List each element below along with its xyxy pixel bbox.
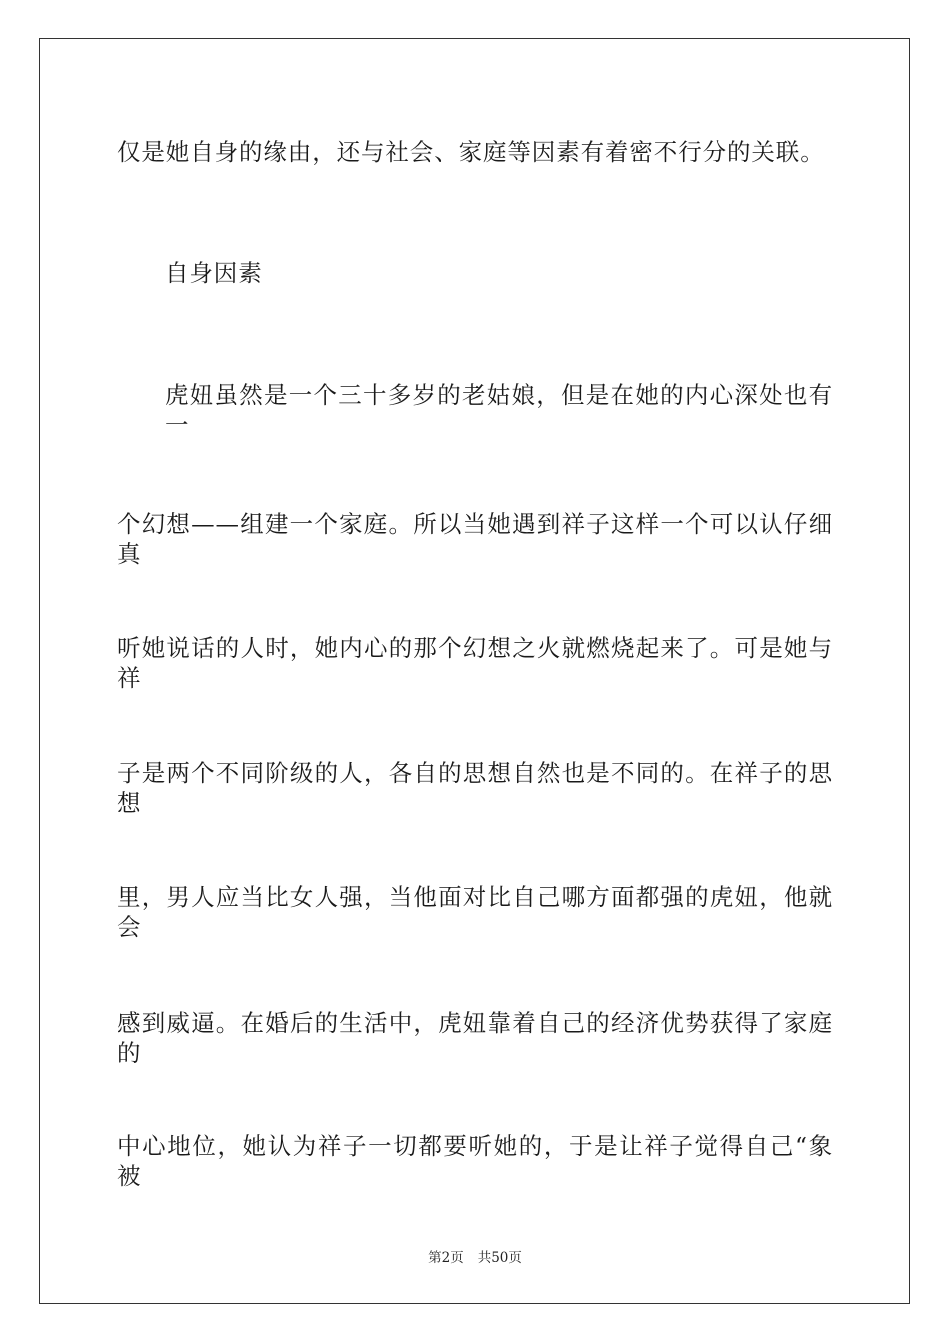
paragraph-line: 感到威逼。在婚后的生活中，虎妞靠着自己的经济优势获得了家庭的 xyxy=(117,1009,833,1067)
paragraph-line: 仅是她自身的缘由，还与社会、家庭等因素有着密不行分的关联。 xyxy=(117,138,825,166)
paragraph-line: 听她说话的人时，她内心的那个幻想之火就燃烧起来了。可是她与祥 xyxy=(117,634,833,692)
page-total: 共50页 xyxy=(477,1250,522,1266)
page-number: 第2页 xyxy=(428,1250,464,1266)
page-footer xyxy=(0,1246,950,1266)
paragraph-line: 个幻想——组建一个家庭。所以当她遇到祥子这样一个可以认仔细真 xyxy=(117,510,833,568)
paragraph-line: 子是两个不同阶级的人，各自的思想自然也是不同的。在祥子的思想 xyxy=(117,759,833,817)
paragraph-line: 中心地位，她认为祥子一切都要听她的，于是让祥子觉得自己“象被 xyxy=(117,1132,833,1190)
page-border xyxy=(39,38,910,1304)
paragraph-line: 里，男人应当比女人强，当他面对比自己哪方面都强的虎妞，他就会 xyxy=(117,883,833,941)
paragraph-line: 虎妞虽然是一个三十多岁的老姑娘，但是在她的内心深处也有一 xyxy=(165,381,833,439)
section-heading: 自身因素 xyxy=(165,259,263,287)
